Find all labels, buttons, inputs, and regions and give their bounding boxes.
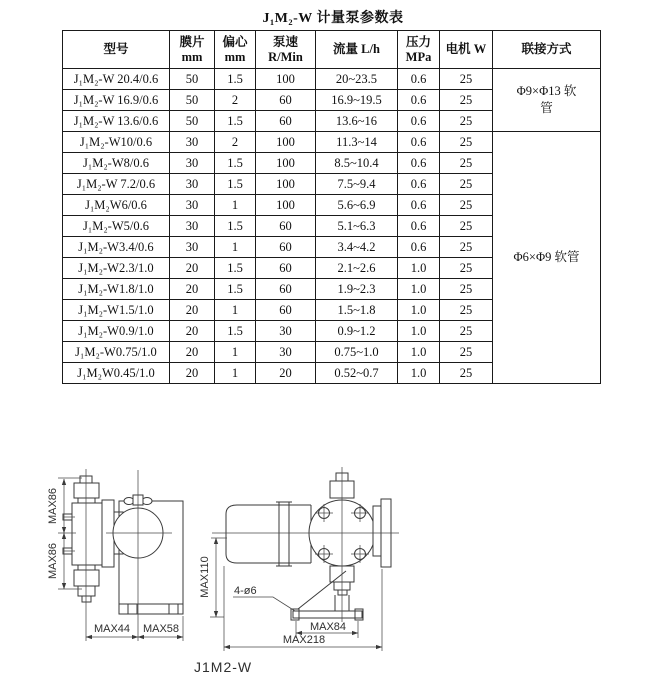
column-header-4: 流量 L/h: [316, 31, 398, 69]
flow-cell: 16.9~19.5: [316, 90, 398, 111]
speed-cell: 60: [256, 237, 316, 258]
model-cell: J₁M₂-W3.4/0.6: [63, 237, 170, 258]
model-cell: J₁M₂-W 13.6/0.6: [63, 111, 170, 132]
eccentric-cell: 1: [215, 195, 256, 216]
motor-cell: 25: [440, 237, 493, 258]
speed-cell: 100: [256, 174, 316, 195]
model-cell: J₁M₂-W 16.9/0.6: [63, 90, 170, 111]
speed-cell: 60: [256, 300, 316, 321]
column-header-6: 电机 W: [440, 31, 493, 69]
header-row: [63, 31, 601, 69]
flange-inner: [373, 506, 381, 556]
eccentric-cell: 1.5: [215, 69, 256, 90]
table-row: [63, 132, 601, 153]
speed-cell: 20: [256, 363, 316, 384]
pressure-cell: 0.6: [398, 132, 440, 153]
diaphragm-cell: 20: [170, 300, 215, 321]
table-row: [63, 69, 601, 90]
diaphragm-cell: 50: [170, 90, 215, 111]
bottom-fitting-tip: [338, 590, 347, 595]
holes-label: 4-ø6: [234, 585, 257, 597]
motor-cell: 25: [440, 321, 493, 342]
diaphragm-cell: 30: [170, 174, 215, 195]
pressure-cell: 0.6: [398, 153, 440, 174]
pressure-cell: 1.0: [398, 363, 440, 384]
speed-cell: 100: [256, 153, 316, 174]
model-cell: J₁M₂-W2.3/1.0: [63, 258, 170, 279]
side-view-drawing: [47, 469, 183, 641]
speed-cell: 100: [256, 69, 316, 90]
pressure-cell: 1.0: [398, 342, 440, 363]
page-title: J₁M₂-W 计量泵参数表: [262, 11, 404, 26]
speed-cell: 60: [256, 90, 316, 111]
eccentric-cell: 1.5: [215, 279, 256, 300]
pressure-cell: 1.0: [398, 321, 440, 342]
speed-cell: 30: [256, 342, 316, 363]
pressure-cell: 0.6: [398, 69, 440, 90]
pressure-cell: 0.6: [398, 111, 440, 132]
diaphragm-cell: 30: [170, 237, 215, 258]
column-header-0: 型号: [63, 31, 170, 69]
flow-cell: 11.3~14: [316, 132, 398, 153]
model-cell: J₁M₂W6/0.6: [63, 195, 170, 216]
diaphragm-cell: 20: [170, 363, 215, 384]
column-header-3: 泵速 R/Min: [256, 31, 316, 69]
dim-label-max86-top: MAX86: [47, 487, 59, 525]
model-cell: J₁M₂-W0.9/1.0: [63, 321, 170, 342]
pressure-cell: 0.6: [398, 174, 440, 195]
diaphragm-cell: 20: [170, 342, 215, 363]
motor-cell: 25: [440, 69, 493, 90]
dim-label-max86-bottom: MAX86: [47, 542, 59, 580]
valve-top-hex: [74, 483, 99, 498]
dim-label-max58: MAX58: [142, 623, 180, 635]
motor-cell: 25: [440, 216, 493, 237]
flow-cell: 5.1~6.3: [316, 216, 398, 237]
spec-table-body: [63, 69, 601, 384]
base-slot-left: [128, 604, 137, 614]
holes-leader: [233, 597, 295, 611]
motor-cell: 25: [440, 90, 493, 111]
flow-cell: 0.75~1.0: [316, 342, 398, 363]
flow-cell: 3.4~4.2: [316, 237, 398, 258]
eccentric-cell: 1.5: [215, 111, 256, 132]
eccentric-cell: 1.5: [215, 321, 256, 342]
speed-cell: 100: [256, 195, 316, 216]
flow-cell: 1.9~2.3: [316, 279, 398, 300]
flow-cell: 7.5~9.4: [316, 174, 398, 195]
pressure-cell: 0.6: [398, 90, 440, 111]
motor-cell: 25: [440, 195, 493, 216]
flow-cell: 13.6~16: [316, 111, 398, 132]
eccentric-cell: 2: [215, 132, 256, 153]
motor-cell: 25: [440, 111, 493, 132]
diaphragm-cell: 20: [170, 279, 215, 300]
pressure-cell: 0.6: [398, 195, 440, 216]
valve-bottom-neck: [78, 565, 95, 570]
motor-cylinder: [226, 505, 311, 563]
dim-label-max110: MAX110: [199, 556, 211, 598]
connection-label: Φ9×Φ13 软管: [516, 84, 577, 115]
diaphragm-cell: 30: [170, 132, 215, 153]
diaphragm-cell: 50: [170, 69, 215, 90]
diaphragm-cell: 30: [170, 216, 215, 237]
head-backing-plate: [102, 500, 114, 567]
model-cell: J₁M₂-W0.75/1.0: [63, 342, 170, 363]
speed-cell: 60: [256, 111, 316, 132]
flow-cell: 1.5~1.8: [316, 300, 398, 321]
valve-bottom-tip: [82, 596, 91, 602]
motor-cell: 25: [440, 258, 493, 279]
connection-cell: [493, 69, 601, 132]
speed-cell: 60: [256, 258, 316, 279]
column-header-2: 偏心 mm: [215, 31, 256, 69]
eccentric-cell: 1: [215, 342, 256, 363]
speed-cell: 100: [256, 132, 316, 153]
valve-bottom-hex: [74, 570, 99, 586]
eccentric-cell: 1: [215, 300, 256, 321]
column-header-1: 膜片 mm: [170, 31, 215, 69]
eccentric-cell: 1.5: [215, 216, 256, 237]
flow-cell: 8.5~10.4: [316, 153, 398, 174]
eccentric-cell: 1.5: [215, 153, 256, 174]
motor-cell: 25: [440, 153, 493, 174]
front-view-drawing: [199, 467, 399, 651]
motor-cell: 25: [440, 342, 493, 363]
model-cell: J₁M₂-W1.8/1.0: [63, 279, 170, 300]
diaphragm-cell: 20: [170, 258, 215, 279]
connection-label: Φ6×Φ9 软管: [513, 250, 580, 264]
flow-cell: 0.52~0.7: [316, 363, 398, 384]
diaphragm-cell: 30: [170, 153, 215, 174]
drawing-caption: J1M2-W: [194, 659, 253, 675]
eccentric-cell: 2: [215, 90, 256, 111]
diaphragm-cell: 50: [170, 111, 215, 132]
dim-label-max84: MAX84: [309, 621, 347, 633]
technical-drawings: [40, 452, 626, 697]
spec-table: [62, 30, 601, 384]
dim-label-max44: MAX44: [93, 623, 131, 635]
speed-cell: 30: [256, 321, 316, 342]
flow-cell: 20~23.5: [316, 69, 398, 90]
valve-top-neck: [78, 498, 95, 503]
diaphragm-cell: 20: [170, 321, 215, 342]
motor-cell: 25: [440, 132, 493, 153]
column-header-5: 压力 MPa: [398, 31, 440, 69]
flow-cell: 5.6~6.9: [316, 195, 398, 216]
motor-cell: 25: [440, 174, 493, 195]
eccentric-cell: 1.5: [215, 174, 256, 195]
model-cell: J₁M₂-W10/0.6: [63, 132, 170, 153]
motor-cell: 25: [440, 279, 493, 300]
valve-bottom-cap: [78, 586, 95, 596]
dim-label-max218: MAX218: [282, 634, 326, 646]
eccentric-cell: 1: [215, 237, 256, 258]
model-cell: J₁M₂-W 20.4/0.6: [63, 69, 170, 90]
pressure-cell: 0.6: [398, 237, 440, 258]
base-slot-right: [169, 604, 178, 614]
speed-cell: 60: [256, 216, 316, 237]
pressure-cell: 1.0: [398, 279, 440, 300]
base-plate: [293, 611, 362, 618]
model-cell: J₁M₂-W8/0.6: [63, 153, 170, 174]
model-cell: J₁M₂-W1.5/1.0: [63, 300, 170, 321]
head-body: [72, 503, 102, 565]
connection-cell: [493, 132, 601, 384]
model-cell: J₁M₂-W 7.2/0.6: [63, 174, 170, 195]
flow-cell: 0.9~1.2: [316, 321, 398, 342]
eccentric-cell: 1: [215, 363, 256, 384]
model-cell: J₁M₂-W5/0.6: [63, 216, 170, 237]
speed-cell: 60: [256, 279, 316, 300]
flow-cell: 2.1~2.6: [316, 258, 398, 279]
model-cell: J₁M₂W0.45/1.0: [63, 363, 170, 384]
pressure-cell: 1.0: [398, 300, 440, 321]
spec-table-head: [63, 31, 601, 69]
eccentric-cell: 1.5: [215, 258, 256, 279]
column-header-7: 联接方式: [493, 31, 601, 69]
pressure-cell: 0.6: [398, 216, 440, 237]
motor-cell: 25: [440, 363, 493, 384]
motor-cell: 25: [440, 300, 493, 321]
diaphragm-cell: 30: [170, 195, 215, 216]
pressure-cell: 1.0: [398, 258, 440, 279]
